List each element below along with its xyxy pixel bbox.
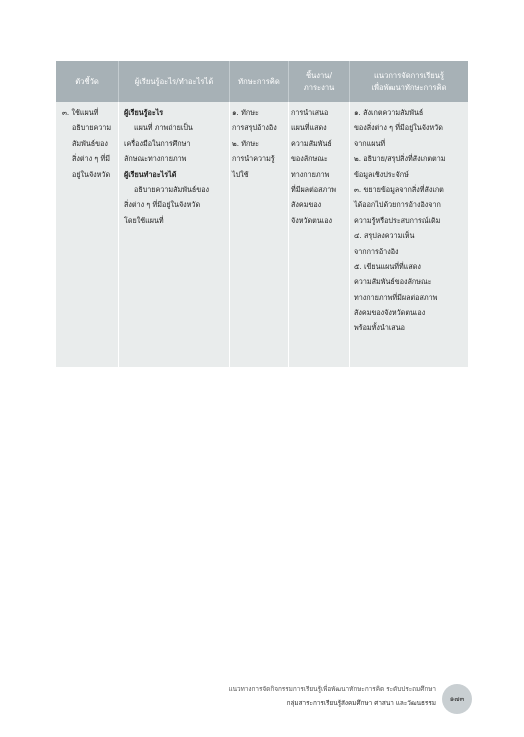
page-number-badge <box>442 684 472 714</box>
table-header <box>56 61 468 102</box>
cell-workpiece: การนำเสนอ แผนที่แสดง ความสัมพันธ์ ของลักษณะ ทางกายภาพ ที่มีผลต่อสภาพ สังคมของ จังหวัดตนเอง <box>291 108 336 225</box>
cell-learning-approach: ๑. สังเกตความสัมพันธ์ ของสิ่งต่าง ๆ ที่มีอยู่ในจังหวัด จากแผนที่ ๒. อธิบาย/สรุปสิ่งที่สังเกตตาม ข้อมูลเชิงประจักษ์ ๓. ขยายข้อมูลจากสิ่งที่สังเกต ได้ออกไปด้วยการอ้างอิงจาก ความรู้หรือประสบการณ์เดิม ๔. สรุปลงความเห็น จากการอ้างอิง ๕. เขียนแผนที่ที่แสดง ความสัมพันธ์ของลักษณะ ทางกายภาพที่มีผลต่อสภาพ สังคมของจังหวัดตนเอง พร้อมทั้งนำเสนอ <box>354 108 446 333</box>
cell-thinking-skill: ๑. ทักษะ การสรุปอ้างอิง ๒. ทักษะ การนำความรู้ ไปใช้ <box>232 108 277 179</box>
header-what-learn: ผู้เรียนรู้อะไร/ทำอะไรได้ <box>134 76 214 86</box>
header-workpiece: ชิ้นงาน/ ภาระงาน <box>303 70 335 92</box>
header-indicator: ตัวชี้วัด <box>75 76 99 86</box>
footer-subject-group: กลุ่มสาระการเรียนรู้สังคมศึกษา ศาสนา และวัฒนธรรม <box>286 699 436 707</box>
learning-plan-table <box>56 61 468 367</box>
footer-book-title: แนวทางการจัดกิจกรรมการเรียนรู้เพื่อพัฒนาทักษะการคิด ระดับประถมศึกษา <box>228 685 436 693</box>
cell-what-learn: ผู้เรียนรู้อะไร แผนที่ ภาพถ่ายเป็น เครื่องมือในการศึกษา ลักษณะทางกายภาพ ผู้เรียนทำอะไรได้ อธิบายความสัมพันธ์ของ สิ่งต่าง ๆ ที่มีอยู่ในจังหวัด โดยใช้แผนที่ <box>124 108 210 225</box>
header-thinking-skill: ทักษะการคิด <box>238 76 280 86</box>
cell-indicator: ๓. ใช้แผนที่ อธิบายความ สัมพันธ์ของ สิ่งต่าง ๆ ที่มี อยู่ในจังหวัด <box>62 108 112 179</box>
page-number: ๑๗๓ <box>449 694 465 703</box>
header-learning-approach: แนวการจัดการเรียนรู้ เพื่อพัฒนาทักษะการคิด <box>371 70 447 92</box>
